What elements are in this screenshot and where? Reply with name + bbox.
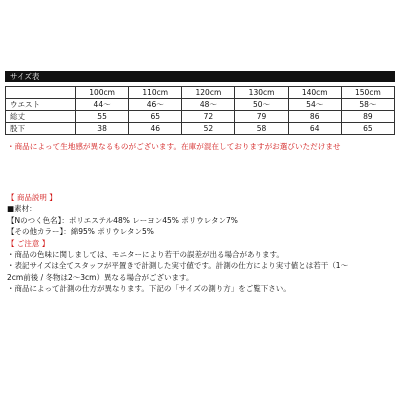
size-table-title: サイズ表 [5, 71, 395, 82]
table-cell: 72 [182, 111, 235, 123]
column-header: 100cm [76, 87, 129, 99]
table-row [6, 123, 395, 135]
table-row [6, 111, 395, 123]
column-header: 140cm [288, 87, 341, 99]
description-heading: 【 商品説明 】 [7, 193, 57, 202]
caution-size-line1: ・表記サイズは全てスタッフが平置きで計測した実寸値です。計測の仕方により実寸値とは若干（1～ [7, 261, 349, 271]
column-header [6, 87, 76, 99]
caution-size-line2: 2cm前後 / 冬物は2～3cm）異なる場合がございます。 [7, 272, 194, 282]
caution-color: ・商品の色味に関しましては、モニターにより若干の誤差が出る場合があります。 [7, 250, 284, 260]
table-cell: 65 [341, 123, 394, 135]
table-cell: 52 [182, 123, 235, 135]
table-cell: 58 [235, 123, 288, 135]
row-label: 総丈 [6, 111, 76, 123]
material-n-colors: 【Nのつく色名】：ポリエステル48% レーヨン45% ポリウレタン7% [7, 215, 238, 225]
material-other-colors: 【その他カラー】：綿95% ポリウレタン5% [7, 227, 154, 237]
table-cell: 44～ [76, 99, 129, 111]
product-description [7, 192, 395, 295]
table-cell: 38 [76, 123, 129, 135]
caution-heading: 【 ご注意 】 [7, 238, 50, 248]
table-cell: 54～ [288, 99, 341, 111]
table-cell: 46～ [129, 99, 182, 111]
column-header: 120cm [182, 87, 235, 99]
table-cell: 65 [129, 111, 182, 123]
table-cell: 48～ [182, 99, 235, 111]
size-table [5, 86, 395, 135]
column-header: 110cm [129, 87, 182, 99]
table-row [6, 99, 395, 111]
material-label: ■素材： [7, 204, 37, 214]
table-cell: 86 [288, 111, 341, 123]
table-cell: 64 [288, 123, 341, 135]
table-cell: 46 [129, 123, 182, 135]
column-header: 150cm [341, 87, 394, 99]
stock-notice: ・商品によって生地感が異なるものがございます。在庫が混在しておりますがお選びいただけませ [7, 142, 341, 151]
column-header: 130cm [235, 87, 288, 99]
row-label: ウエスト [6, 99, 76, 111]
table-cell: 55 [76, 111, 129, 123]
row-label: 股下 [6, 123, 76, 135]
table-cell: 58～ [341, 99, 394, 111]
table-cell: 89 [341, 111, 394, 123]
table-cell: 50～ [235, 99, 288, 111]
table-cell: 79 [235, 111, 288, 123]
size-table-header-row [6, 87, 395, 99]
caution-measure: ・商品によって計測の仕方が異なります。下記の「サイズの測り方」をご覧下さい。 [7, 284, 291, 294]
